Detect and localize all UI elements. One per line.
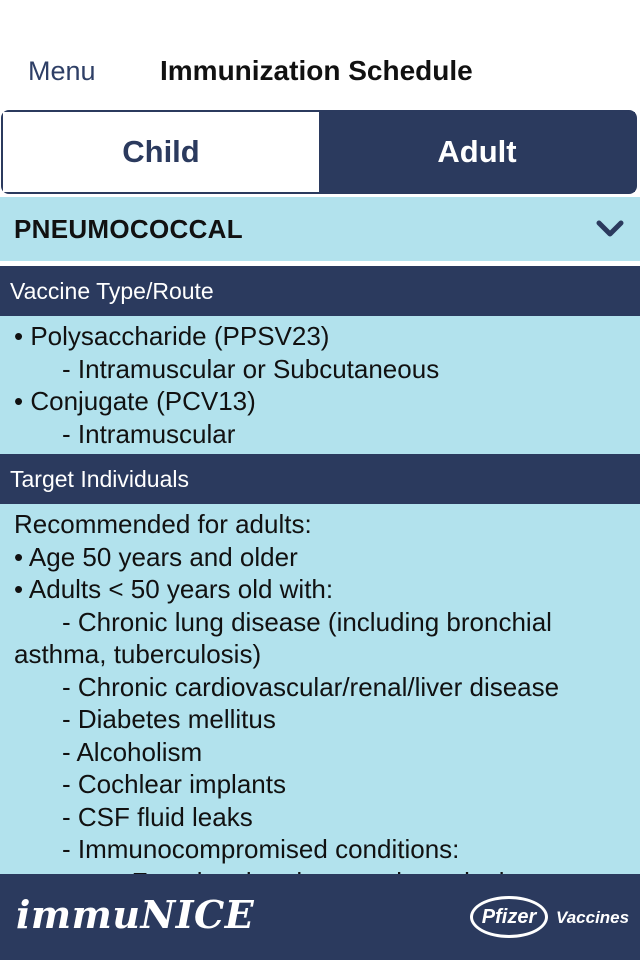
chevron-down-icon [596,219,624,239]
list-item: • Adults < 50 years old with: [14,574,334,604]
list-item: Recommended for adults: [14,509,312,539]
list-item: - CSF fluid leaks [62,801,253,832]
list-item: - Chronic lung disease (including bronchial asthma, tuberculosis) [14,606,560,669]
vaccine-dropdown[interactable] [0,197,640,261]
dropdown-label: PNEUMOCOCCAL [14,213,243,244]
footer-bar [0,874,640,960]
list-item: - Alcoholism [62,736,203,767]
section-header-target-individuals: Target Individuals [0,454,640,504]
list-item: • Age 50 years and older [14,541,298,572]
page-title: Immunization Schedule [160,55,473,86]
segmented-control [1,110,637,194]
tab-adult[interactable]: Adult [319,112,635,192]
section-body-vaccine-type [0,316,640,454]
list-item: • Conjugate (PCV13) [14,386,256,416]
section-header-vaccine-type: Vaccine Type/Route [0,266,640,316]
list-item: - Immunocompromised conditions: [62,834,460,864]
list-item: • Polysaccharide (PPSV23) [14,321,330,351]
menu-button[interactable]: Menu [28,56,96,86]
navigation-bar [0,0,640,110]
tab-child[interactable]: Child [3,112,319,192]
list-item: - Chronic cardiovascular/renal/liver disease [62,671,560,702]
list-item: - Intramuscular or Subcutaneous [62,353,440,384]
list-item: - Diabetes mellitus [62,704,276,734]
content-scroll-area[interactable] [0,266,640,874]
immunice-logo: immuNICE [16,892,255,937]
section-body-target-individuals [0,504,640,902]
pfizer-logo: Pfizer [470,896,548,938]
list-item: - Cochlear implants [62,769,286,799]
vaccines-label: Vaccines [556,908,630,927]
list-item: - Intramuscular [62,418,236,449]
